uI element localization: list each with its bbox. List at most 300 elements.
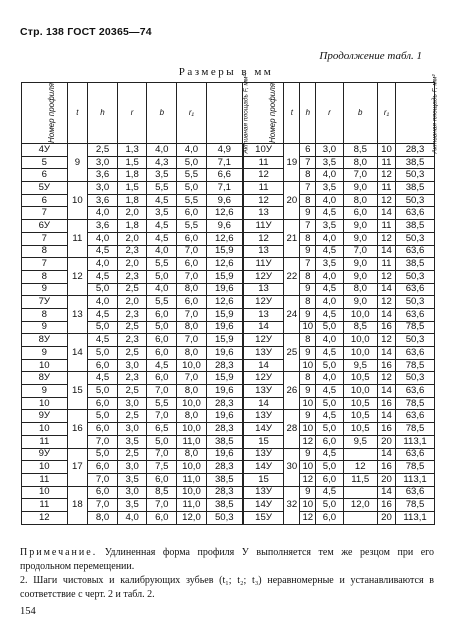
left-cell: 6: [22, 169, 68, 182]
left-cell: 28,3: [206, 397, 243, 410]
right-cell: 14У: [243, 499, 284, 512]
left-cell: 1,3: [117, 144, 147, 157]
right-cell: 12У: [243, 296, 284, 309]
left-cell: 12,6: [206, 207, 243, 220]
right-cell: 7: [300, 156, 316, 169]
left-cell: 1,8: [117, 169, 147, 182]
right-cell: 113,1: [396, 435, 435, 448]
right-cell: 13: [243, 283, 284, 296]
left-cell: 3,0: [117, 423, 147, 436]
right-cell: 13У: [243, 385, 284, 398]
right-cell: 50,3: [396, 232, 435, 245]
right-cell: 10,5: [343, 397, 377, 410]
right-cell: 15У: [243, 511, 284, 524]
right-cell: 8,5: [343, 321, 377, 334]
left-cell: 2,3: [117, 372, 147, 385]
right-cell: 78,5: [396, 397, 435, 410]
right-t-cell: 22: [284, 258, 300, 296]
left-cell: 8,0: [177, 385, 207, 398]
left-cell: 2,5: [117, 385, 147, 398]
left-cell: 19,6: [206, 448, 243, 461]
left-cell: 7,0: [88, 435, 118, 448]
left-cell: 4,5: [147, 194, 177, 207]
right-cell: 14У: [243, 423, 284, 436]
left-cell: 28,3: [206, 423, 243, 436]
left-cell: 2,0: [117, 207, 147, 220]
right-cell: 20: [377, 511, 395, 524]
col-header: h: [88, 83, 118, 144]
table-header-row: [22, 83, 435, 144]
right-cell: 9,0: [343, 296, 377, 309]
right-cell: 4,0: [316, 372, 343, 385]
left-cell: 11: [22, 499, 68, 512]
left-cell: 4,5: [88, 308, 118, 321]
page-number: 154: [20, 606, 36, 617]
right-cell: 5,0: [316, 359, 343, 372]
left-cell: 12,6: [206, 258, 243, 271]
profile-dimensions-table: [21, 73, 439, 525]
left-cell: 5,5: [147, 182, 177, 195]
left-t-cell: 10: [67, 182, 88, 220]
left-cell: 8,0: [177, 347, 207, 360]
col-header: r₁: [377, 83, 395, 144]
right-cell: 14: [377, 347, 395, 360]
col-header: Активная площадь F, мм²: [396, 83, 435, 144]
right-cell: 7: [300, 258, 316, 271]
right-cell: 5,0: [316, 499, 343, 512]
table-row: [22, 448, 435, 461]
right-cell: 10: [300, 397, 316, 410]
right-cell: 11: [377, 258, 395, 271]
right-cell: 10: [300, 461, 316, 474]
left-cell: 7,0: [147, 385, 177, 398]
right-t-cell: 21: [284, 220, 300, 258]
right-cell: 6,0: [316, 435, 343, 448]
left-cell: 11,0: [177, 473, 207, 486]
left-t-cell: 12: [67, 258, 88, 296]
right-cell: 63,6: [396, 283, 435, 296]
left-cell: 10: [22, 359, 68, 372]
left-cell: 11,0: [177, 435, 207, 448]
right-cell: 4,5: [316, 283, 343, 296]
left-cell: 10,0: [177, 486, 207, 499]
right-cell: 12: [243, 232, 284, 245]
left-cell: 8: [22, 270, 68, 283]
right-cell: 12У: [243, 334, 284, 347]
left-cell: 4,5: [147, 359, 177, 372]
left-cell: 1,5: [117, 156, 147, 169]
left-cell: 6,0: [147, 473, 177, 486]
left-cell: 7,0: [177, 270, 207, 283]
right-cell: 8: [300, 194, 316, 207]
left-cell: 7: [22, 258, 68, 271]
left-cell: 12: [22, 511, 68, 524]
right-cell: 14: [243, 321, 284, 334]
left-cell: 6,0: [147, 334, 177, 347]
right-cell: 16: [377, 499, 395, 512]
left-cell: 6,0: [88, 423, 118, 436]
right-cell: 20: [377, 435, 395, 448]
right-cell: 5,0: [316, 321, 343, 334]
left-cell: 5,0: [177, 156, 207, 169]
left-cell: 7: [22, 207, 68, 220]
left-cell: 2,3: [117, 245, 147, 258]
left-cell: 6,0: [147, 372, 177, 385]
right-cell: 14: [377, 486, 395, 499]
right-cell: 12,0: [343, 499, 377, 512]
table-row: [22, 372, 435, 385]
left-cell: 6,0: [147, 308, 177, 321]
right-cell: 12: [243, 169, 284, 182]
left-cell: 8,0: [177, 410, 207, 423]
right-cell: 16: [377, 359, 395, 372]
right-cell: 78,5: [396, 461, 435, 474]
col-header: b: [343, 83, 377, 144]
right-cell: 6: [300, 144, 316, 157]
right-cell: 14: [377, 207, 395, 220]
right-cell: 63,6: [396, 410, 435, 423]
left-cell: 5,0: [88, 410, 118, 423]
right-cell: 9: [300, 347, 316, 360]
right-cell: 10: [300, 423, 316, 436]
right-cell: 5,0: [316, 397, 343, 410]
right-cell: 50,3: [396, 296, 435, 309]
left-cell: 4,0: [117, 511, 147, 524]
table-row: [22, 486, 435, 499]
right-cell: 16: [377, 461, 395, 474]
right-cell: 10,0: [343, 347, 377, 360]
left-cell: 3,0: [88, 182, 118, 195]
left-cell: 4,3: [147, 156, 177, 169]
right-cell: 78,5: [396, 499, 435, 512]
left-cell: 19,6: [206, 347, 243, 360]
left-cell: 5,5: [177, 220, 207, 233]
left-t-cell: 16: [67, 410, 88, 448]
left-cell: 8,0: [177, 283, 207, 296]
right-t-cell: 30: [284, 448, 300, 486]
right-cell: 4,5: [316, 347, 343, 360]
right-cell: 13: [243, 245, 284, 258]
right-cell: 113,1: [396, 511, 435, 524]
left-cell: 8: [22, 308, 68, 321]
right-cell: 14У: [243, 461, 284, 474]
left-cell: 38,5: [206, 435, 243, 448]
right-cell: 20: [377, 473, 395, 486]
left-cell: 9У: [22, 410, 68, 423]
right-cell: 4,0: [316, 296, 343, 309]
right-cell: 12: [300, 435, 316, 448]
right-cell: 78,5: [396, 423, 435, 436]
right-cell: 6,0: [343, 207, 377, 220]
table-row: [22, 296, 435, 309]
right-cell: 63,6: [396, 486, 435, 499]
left-cell: 2,3: [117, 270, 147, 283]
table-row: [22, 182, 435, 195]
left-cell: 5,0: [88, 321, 118, 334]
right-cell: 14: [377, 448, 395, 461]
col-header: t: [67, 83, 88, 144]
right-cell: 4,0: [316, 334, 343, 347]
right-cell: 12: [377, 270, 395, 283]
left-cell: 5,0: [147, 270, 177, 283]
right-cell: 16: [377, 321, 395, 334]
page-header: Стр. 138 ГОСТ 20365—74: [20, 26, 152, 38]
right-cell: 78,5: [396, 359, 435, 372]
left-cell: 19,6: [206, 283, 243, 296]
left-cell: 15,9: [206, 308, 243, 321]
left-cell: 10,0: [177, 423, 207, 436]
left-cell: 4,5: [88, 270, 118, 283]
right-cell: 16: [377, 423, 395, 436]
right-cell: 8: [300, 296, 316, 309]
left-cell: 3,6: [88, 194, 118, 207]
left-cell: 4,0: [88, 232, 118, 245]
left-cell: 5,0: [88, 347, 118, 360]
right-cell: 38,5: [396, 182, 435, 195]
left-cell: 3,5: [117, 499, 147, 512]
left-cell: 4У: [22, 144, 68, 157]
right-cell: 3,5: [316, 182, 343, 195]
col-header: b: [147, 83, 177, 144]
right-cell: 38,5: [396, 220, 435, 233]
left-cell: 2,3: [117, 334, 147, 347]
right-cell: 7: [300, 220, 316, 233]
right-cell: 6,0: [316, 473, 343, 486]
left-cell: 10,0: [177, 397, 207, 410]
left-cell: 3,5: [147, 207, 177, 220]
left-cell: 2,3: [117, 308, 147, 321]
table-row: [22, 410, 435, 423]
right-cell: 15: [243, 473, 284, 486]
right-cell: [343, 448, 377, 461]
left-cell: 6У: [22, 220, 68, 233]
left-cell: 7,0: [88, 473, 118, 486]
right-cell: 7: [300, 182, 316, 195]
left-cell: 12,6: [206, 232, 243, 245]
left-cell: 5У: [22, 182, 68, 195]
left-cell: 2,0: [117, 296, 147, 309]
left-cell: 10: [22, 397, 68, 410]
left-cell: 5,0: [88, 283, 118, 296]
right-cell: 16: [377, 397, 395, 410]
left-cell: 4,0: [147, 144, 177, 157]
right-cell: 10: [377, 144, 395, 157]
left-cell: 5,5: [177, 194, 207, 207]
left-cell: 6,0: [147, 511, 177, 524]
right-t-cell: 25: [284, 334, 300, 372]
left-cell: 7,0: [88, 499, 118, 512]
right-cell: 8: [300, 372, 316, 385]
right-cell: 10: [300, 321, 316, 334]
right-cell: 4,5: [316, 207, 343, 220]
right-cell: 50,3: [396, 334, 435, 347]
left-cell: 4,5: [88, 372, 118, 385]
left-cell: 6,0: [177, 296, 207, 309]
right-cell: 4,5: [316, 385, 343, 398]
right-cell: 9: [300, 308, 316, 321]
right-cell: 9: [300, 448, 316, 461]
left-cell: 8,0: [177, 321, 207, 334]
left-cell: 9: [22, 283, 68, 296]
right-cell: 9: [300, 410, 316, 423]
right-cell: 13У: [243, 347, 284, 360]
left-cell: 4,5: [88, 334, 118, 347]
right-cell: 9,0: [343, 270, 377, 283]
right-cell: 8,0: [343, 194, 377, 207]
left-cell: 5,5: [177, 169, 207, 182]
right-cell: 9,0: [343, 232, 377, 245]
left-cell: 4,9: [206, 144, 243, 157]
right-t-cell: 26: [284, 372, 300, 410]
right-cell: 8: [300, 334, 316, 347]
right-cell: 13У: [243, 410, 284, 423]
right-cell: 12: [377, 232, 395, 245]
left-t-cell: 18: [67, 486, 88, 524]
left-cell: 5,0: [147, 321, 177, 334]
left-cell: 2,5: [117, 448, 147, 461]
col-header: Активная площадь F, мм²: [206, 83, 243, 144]
right-cell: 12У: [243, 372, 284, 385]
left-cell: 10: [22, 423, 68, 436]
right-cell: 13: [243, 207, 284, 220]
left-cell: 38,5: [206, 499, 243, 512]
right-cell: 5,0: [316, 461, 343, 474]
left-cell: 7,0: [147, 499, 177, 512]
right-cell: [343, 486, 377, 499]
right-t-cell: 20: [284, 182, 300, 220]
left-cell: 3,5: [117, 473, 147, 486]
left-cell: 7,0: [147, 448, 177, 461]
right-cell: 8: [300, 270, 316, 283]
left-cell: 4,0: [88, 296, 118, 309]
left-cell: 7,0: [177, 334, 207, 347]
right-cell: 15: [243, 435, 284, 448]
left-cell: 5: [22, 156, 68, 169]
right-cell: 10,5: [343, 423, 377, 436]
right-t-cell: 32: [284, 486, 300, 524]
right-cell: 7,0: [343, 169, 377, 182]
left-cell: 9У: [22, 448, 68, 461]
left-cell: 4,0: [88, 207, 118, 220]
left-cell: 3,6: [88, 169, 118, 182]
left-cell: 11: [22, 435, 68, 448]
left-cell: 9,6: [206, 194, 243, 207]
right-cell: 14: [243, 359, 284, 372]
left-cell: 6,0: [88, 359, 118, 372]
right-cell: 4,0: [316, 270, 343, 283]
right-cell: 50,3: [396, 169, 435, 182]
right-cell: 4,5: [316, 448, 343, 461]
left-cell: 1,8: [117, 194, 147, 207]
right-cell: 4,0: [316, 232, 343, 245]
left-cell: 6,0: [177, 207, 207, 220]
left-cell: 12,6: [206, 296, 243, 309]
left-cell: 3,0: [117, 397, 147, 410]
right-cell: 9: [300, 385, 316, 398]
left-cell: 11: [22, 473, 68, 486]
right-cell: 28,3: [396, 144, 435, 157]
left-cell: 11,0: [177, 499, 207, 512]
left-cell: 12,0: [177, 511, 207, 524]
right-cell: 9: [300, 207, 316, 220]
col-header: r: [117, 83, 147, 144]
right-cell: 9: [300, 283, 316, 296]
right-cell: 9,0: [343, 220, 377, 233]
right-cell: 14: [377, 410, 395, 423]
left-cell: 3,0: [117, 461, 147, 474]
left-cell: 3,5: [147, 169, 177, 182]
left-t-cell: 15: [67, 372, 88, 410]
right-cell: 11: [243, 156, 284, 169]
left-cell: 5,0: [147, 435, 177, 448]
right-cell: 11: [377, 156, 395, 169]
left-cell: 7,0: [177, 308, 207, 321]
left-cell: 8У: [22, 372, 68, 385]
left-cell: 9: [22, 385, 68, 398]
table-continuation: Продолжение табл. 1: [319, 50, 422, 62]
right-cell: 4,5: [316, 410, 343, 423]
left-cell: 50,3: [206, 511, 243, 524]
col-header: h: [300, 83, 316, 144]
left-cell: 3,5: [117, 435, 147, 448]
right-cell: 8,5: [343, 144, 377, 157]
left-cell: 3,0: [88, 156, 118, 169]
left-cell: 6: [22, 194, 68, 207]
table-row: [22, 258, 435, 271]
col-header: r: [316, 83, 343, 144]
right-cell: 10,5: [343, 410, 377, 423]
left-cell: 6,0: [177, 258, 207, 271]
left-cell: 10: [22, 486, 68, 499]
left-cell: 19,6: [206, 385, 243, 398]
right-cell: 10,0: [343, 385, 377, 398]
right-cell: 3,5: [316, 220, 343, 233]
left-cell: 4,0: [88, 258, 118, 271]
left-cell: 2,5: [117, 347, 147, 360]
left-cell: 10,0: [177, 359, 207, 372]
right-cell: 9,0: [343, 258, 377, 271]
left-cell: 10,0: [177, 461, 207, 474]
left-cell: 15,9: [206, 372, 243, 385]
left-cell: 3,0: [117, 359, 147, 372]
right-cell: 11: [243, 182, 284, 195]
table-note: [20, 546, 434, 602]
right-cell: 8: [300, 169, 316, 182]
left-cell: 4,0: [147, 283, 177, 296]
left-cell: 3,6: [88, 220, 118, 233]
right-cell: 63,6: [396, 207, 435, 220]
left-cell: 9,6: [206, 220, 243, 233]
right-cell: 14: [243, 397, 284, 410]
right-cell: [343, 511, 377, 524]
left-cell: 2,0: [117, 258, 147, 271]
right-cell: 10,0: [343, 308, 377, 321]
left-cell: 15,9: [206, 334, 243, 347]
right-cell: 10,5: [343, 372, 377, 385]
right-cell: 13У: [243, 486, 284, 499]
left-t-cell: 9: [67, 144, 88, 182]
right-cell: 9: [300, 245, 316, 258]
table-row: [22, 220, 435, 233]
left-cell: 8: [22, 245, 68, 258]
left-cell: 2,0: [117, 232, 147, 245]
right-t-cell: 24: [284, 296, 300, 334]
right-cell: 12: [243, 194, 284, 207]
left-cell: 28,3: [206, 486, 243, 499]
left-cell: 7,0: [147, 410, 177, 423]
right-cell: 11У: [243, 258, 284, 271]
right-cell: 11,5: [343, 473, 377, 486]
